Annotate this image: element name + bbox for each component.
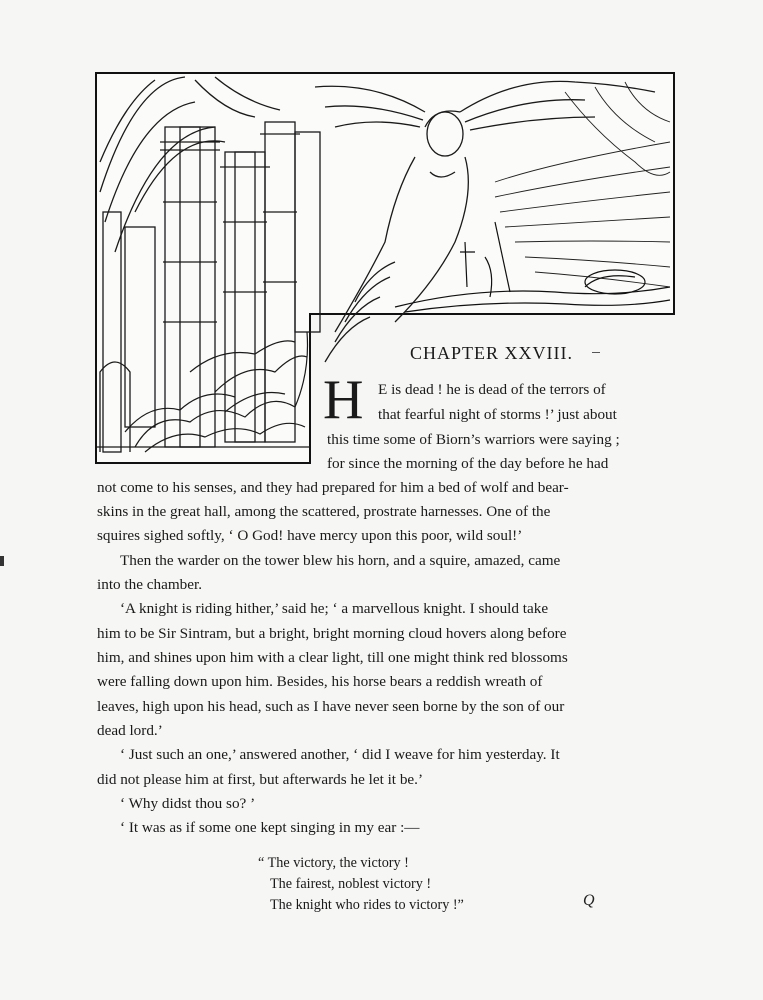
text-line: him to be Sir Sintram, but a bright, bright morning cloud hovers along before [97, 625, 567, 642]
text-line: Then the warder on the tower blew his horn, and a squire, amazed, came [120, 552, 561, 569]
text-line: skins in the great hall, among the scattered, prostrate harnesses. One of the [97, 503, 551, 520]
text-line: squires sighed softly, ‘ O God! have mercy upon this poor, wild soul!’ [97, 527, 523, 544]
text-line: this time some of Biorn’s warriors were saying ; [327, 431, 620, 448]
text-line: ‘ Just such an one,’ answered another, ‘ did I weave for him yesterday. It [120, 746, 560, 763]
text-line: ‘ Why didst thou so? ’ [120, 795, 256, 812]
text-line: not come to his senses, and they had prepared for him a bed of wolf and bear- [97, 479, 569, 496]
signature-mark: Q [583, 892, 595, 909]
page-edge-mark [0, 556, 4, 566]
text-line: ‘A knight is riding hither,’ said he; ‘ a marvellous knight. I should take [120, 600, 549, 617]
text-line: him, and shines upon him with a clear light, till one might think red blossoms [97, 649, 568, 666]
title-flourish [592, 352, 600, 353]
chapter-title: CHAPTER XXVIII. [410, 343, 573, 363]
text-line: dead lord.’ [97, 722, 163, 739]
text-line: into the chamber. [97, 576, 203, 593]
text-line: were falling down upon him. Besides, his horse bears a reddish wreath of [97, 673, 543, 690]
text-line: leaves, high upon his head, such as I have never seen borne by the son of our [97, 698, 565, 715]
text-line: that fearful night of storms !’ just about [378, 406, 617, 423]
verse-line: The fairest, noblest victory ! [270, 876, 432, 892]
text-line: did not please him at first, but afterwards he let it be.’ [97, 771, 424, 788]
verse-line: The knight who rides to victory !” [270, 897, 464, 913]
verse-line: “ The victory, the victory ! [258, 855, 409, 871]
drop-cap: H [323, 369, 364, 431]
text-line: for since the morning of the day before he had [327, 455, 609, 472]
text-line: ‘ It was as if some one kept singing in my ear :— [120, 819, 420, 836]
text-line: E is dead ! he is dead of the terrors of [378, 381, 606, 398]
